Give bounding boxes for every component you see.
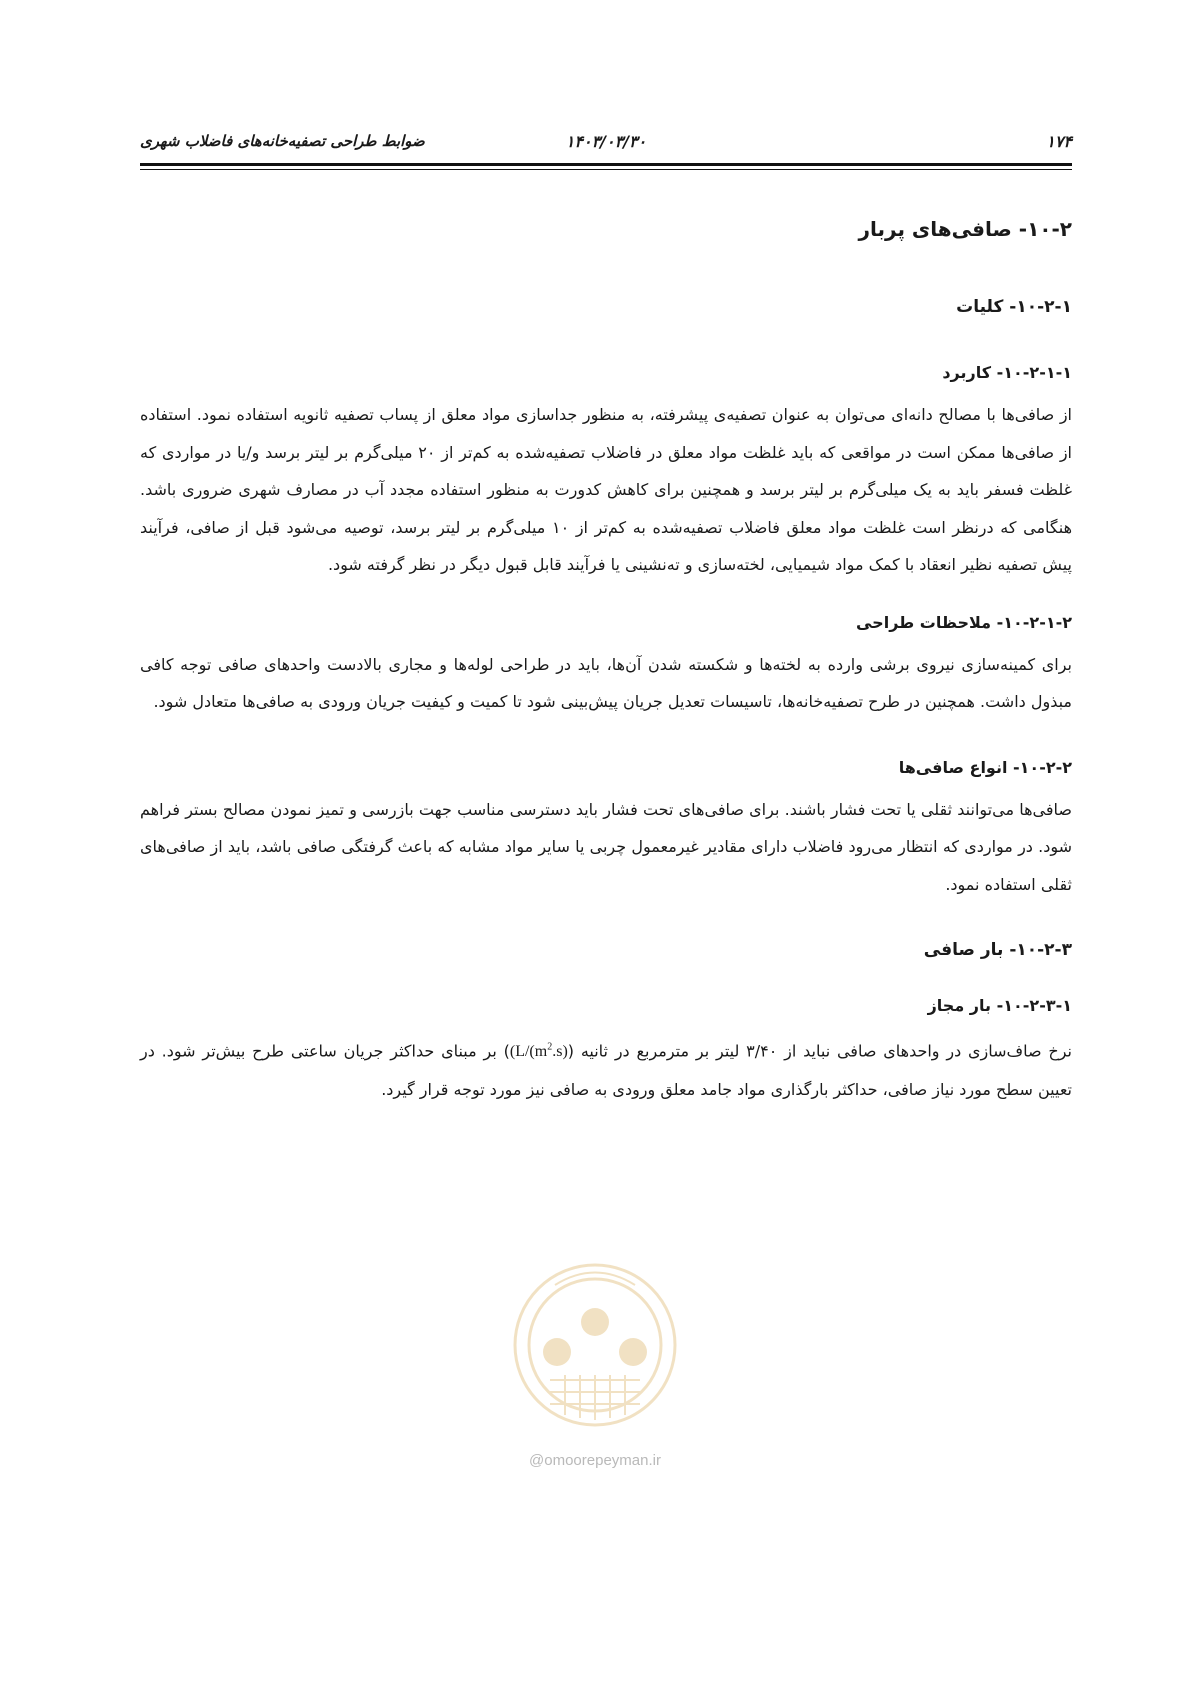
page-header xyxy=(140,128,1072,158)
header-date: ۱۴۰۳/۰۳/۳۰ xyxy=(565,132,647,151)
watermark-url: @omoorepeyman.ir xyxy=(529,1452,661,1469)
flow-unit: ($L/(m^2.s)$ xyxy=(509,1042,568,1061)
subsection-heading-general: ۱۰-۲-۱- کلیات xyxy=(956,297,1072,317)
subsection-heading-filter-types: ۱۰-۲-۲- انواع صافی‌ها xyxy=(898,757,1072,777)
paragraph-allowed-load xyxy=(140,1029,1072,1108)
paragraph-application: از صافی‌ها با مصالح دانه‌ای می‌توان به عنوان تصفیه‌ی پیشرفته، به منظور جداسازی مواد معلق از پساب تصفیه ثانویه استفاده نمود. استفاده از صافی‌ها ممکن است در مواقعی که باید غلظت مواد معلق در فاضلاب تصفیه‌شده به کم‌تر از ۲۰ میلی‌گرم بر لیتر برسد و/یا در مواردی که غلظت فسفر باید به یک میلی‌گرم بر لیتر برسد و همچنین برای کاهش کدورت به منظور استفاده مجدد آب در مصارف شهری ضروری باشد. هنگامی که درنظر است غلظت مواد معلق فاضلاب تصفیه‌شده به کم‌تر از ۱۰ میلی‌گرم بر لیتر برسد، توصیه می‌شود قبل از صافی، فرآیند پیش تصفیه نظیر انعقاد با کمک مواد شیمیایی، لخته‌سازی و ته‌نشینی یا فرآیند قابل قبول دیگر در نظر گرفته شود. xyxy=(140,405,1073,574)
subsubsection-heading-allowed-load: ۱۰-۲-۳-۱- بار مجاز xyxy=(927,996,1072,1015)
paragraph-design: برای کمینه‌سازی نیروی برشی وارده به لخته‌ها و شکسته شدن آن‌ها، باید در طراحی لوله‌ها و مجاری بالادست واحدهای صافی توجه کافی مبذول داشت. همچنین در طرح تصفیه‌خانه‌ها، تاسیسات تعدیل جریان پیش‌بینی شود تا کمیت و کیفیت جریان ورودی به صافی‌ها متعادل شود. xyxy=(140,654,1072,711)
subsubsection-heading-design: ۱۰-۲-۱-۲- ملاحظات طراحی xyxy=(855,612,1072,632)
paragraph-filter-types: صافی‌ها می‌توانند ثقلی یا تحت فشار باشند. برای صافی‌های تحت فشار باید دسترسی مناسب جهت بازرسی و تمیز نمودن مصالح بستر فراهم شود. در مواردی که انتظار می‌رود فاضلاب دارای مقادیر غیرمعمول چربی یا سایر مواد مشابه که باعث گرفتگی صافی باشد، باید از صافی‌های ثقلی استفاده نمود. xyxy=(140,799,1072,894)
watermark-logo xyxy=(495,1240,695,1440)
page-content xyxy=(140,214,1072,1134)
section-heading: ۱۰-۲- صافی‌های پربار xyxy=(858,217,1072,241)
subsection-heading-filter-load: ۱۰-۲-۳- بار صافی xyxy=(923,940,1072,960)
subsubsection-heading-application: ۱۰-۲-۱-۱- کاربرد xyxy=(942,363,1072,382)
header-rule-thick xyxy=(140,163,1072,166)
page-number: ۱۷۴ xyxy=(1046,132,1072,151)
allowed-load-text-a: نرخ صاف‌سازی در واحدهای صافی نباید از ۳/۴۰ لیتر بر مترمربع در ثانیه ( xyxy=(567,1041,1073,1061)
header-rule-thin xyxy=(140,169,1072,170)
allowed-load-text-b: ) بر مبنای حداکثر جریان ساعتی طرح بیش‌تر شود. در تعیین سطح مورد نیاز صافی، حداکثر بارگذاری مواد جامد معلق ورودی به صافی نیز مورد توجه قرار گیرد. xyxy=(140,1041,1072,1099)
header-title: ضوابط طراحی تصفیه‌خانه‌های فاضلاب شهری xyxy=(140,132,425,150)
